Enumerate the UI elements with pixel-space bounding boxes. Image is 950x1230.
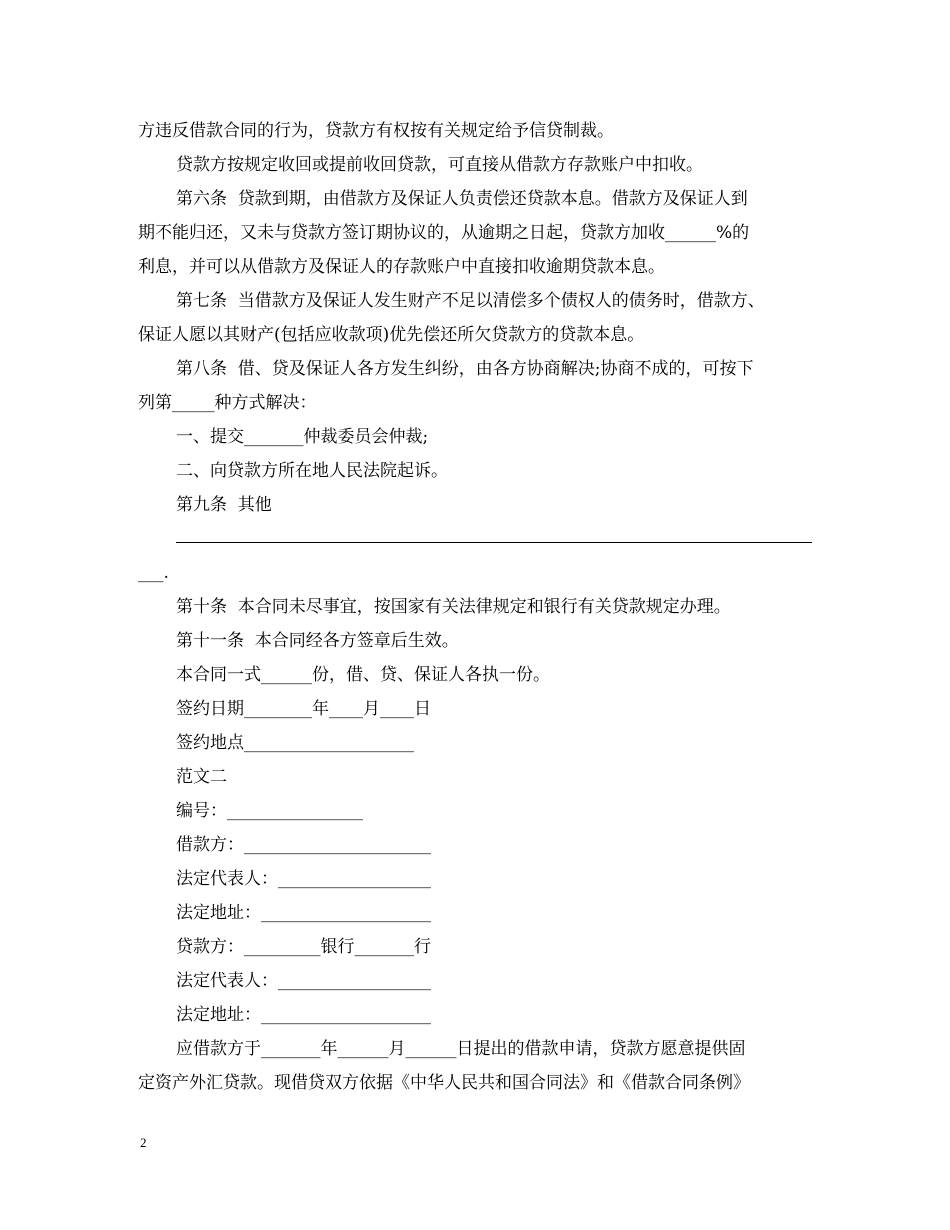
- underline-rule: [176, 542, 812, 543]
- text-line: 一、提交_______仲裁委员会仲裁;: [176, 427, 429, 447]
- text-line: 第九条 其他: [176, 495, 272, 515]
- rule-continuation: ___.: [138, 563, 169, 583]
- form-field-lender: 贷款方：_________银行_______行: [176, 937, 431, 957]
- blank-fill-rule: [138, 522, 838, 556]
- text-line: 保证人愿以其财产(包括应收款项)优先偿还所欠贷款方的贷款本息。: [138, 325, 645, 345]
- text-line: 定资产外汇贷款。现借贷双方依据《中华人民共和国合同法》和《借款合同条例》: [138, 1073, 750, 1093]
- text-line: 第八条 借、贷及保证人各方发生纠纷，由各方协商解决;协商不成的，可按下: [176, 359, 754, 379]
- section-title: 范文二: [176, 767, 227, 787]
- text-line: 第七条 当借款方及保证人发生财产不足以清偿多个债权人的债务时，借款方、: [176, 291, 765, 311]
- text-line: 本合同一式______份，借、贷、保证人各执一份。: [176, 665, 550, 685]
- text-line: 第六条 贷款到期，由借款方及保证人负责偿还贷款本息。借款方及保证人到: [176, 189, 748, 209]
- text-line: 第十条 本合同未尽事宜，按国家有关法律规定和银行有关贷款规定办理。: [176, 597, 731, 617]
- text-line: 签约日期________年____月____日: [176, 699, 431, 719]
- text-line: 第十一条 本合同经各方签章后生效。: [176, 631, 459, 651]
- form-field-legal-rep: 法定代表人：__________________: [176, 971, 431, 991]
- form-field-legal-rep: 法定代表人：__________________: [176, 869, 431, 889]
- form-field-number: 编号：________________: [176, 801, 363, 821]
- text-line: 二、向贷款方所在地人民法院起诉。: [176, 461, 448, 481]
- form-field-borrower: 借款方：______________________: [176, 835, 431, 855]
- text-line: 签约地点____________________: [176, 733, 414, 753]
- text-line: 利息，并可以从借款方及保证人的存款账户中直接扣收逾期贷款本息。: [138, 257, 665, 277]
- form-field-legal-address: 法定地址：____________________: [176, 903, 431, 923]
- document-body: [138, 114, 838, 1100]
- page-number: 2: [140, 1135, 147, 1150]
- text-line: 列第_____种方式解决：: [138, 393, 317, 413]
- text-line: 贷款方按规定收回或提前收回贷款，可直接从借款方存款账户中扣收。: [176, 155, 703, 175]
- text-line: 方违反借款合同的行为，贷款方有权按有关规定给予信贷制裁。: [138, 121, 614, 141]
- form-field-legal-address: 法定地址：____________________: [176, 1005, 431, 1025]
- text-line: 应借款方于_______年______月______日提出的借款申请，贷款方愿意提供固: [176, 1039, 746, 1059]
- text-line: 期不能归还，又未与贷款方签订期协议的，从逾期之日起，贷款方加收______%的: [138, 223, 750, 243]
